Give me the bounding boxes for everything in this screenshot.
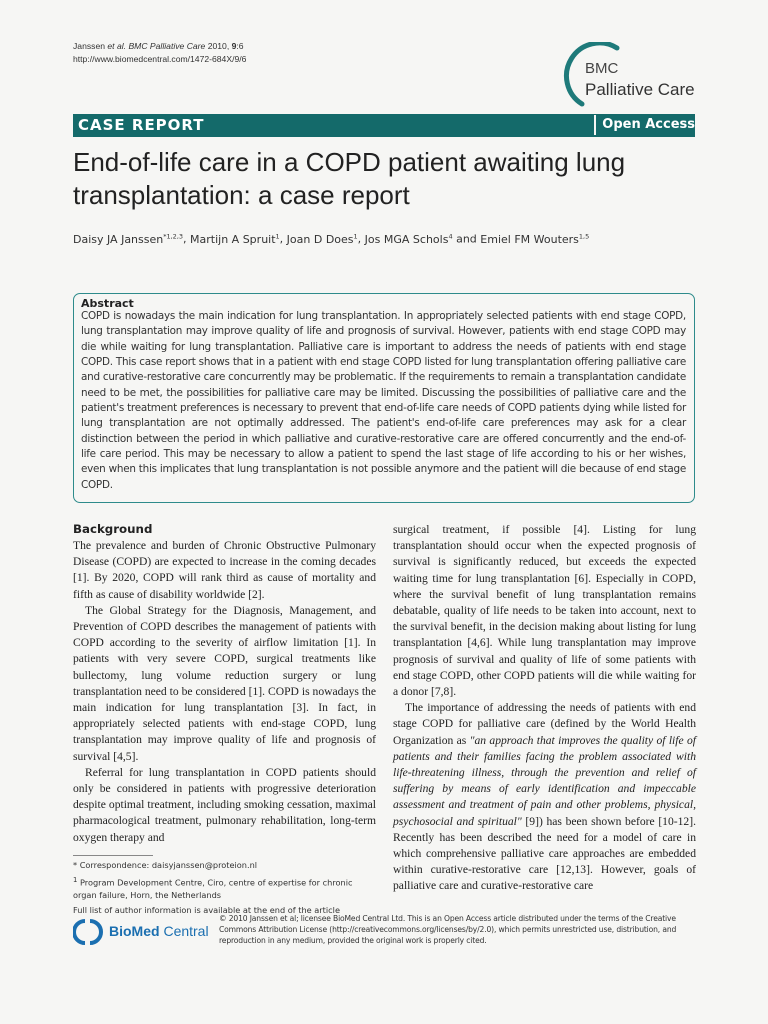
author-info-note: Full list of author information is available at the end of the article — [73, 904, 340, 915]
abstract-text: COPD is nowadays the main indication for lung transplantation. In appropriately selected patients with end stage COPD, lung transplantation may improve quality of life and prognosis of survival. However, patients with end stage COPD may die while waiting for lung transplantation. Palliative care is important to address the needs of patients with end stage COPD. This case report shows that in a patient with end stage COPD listed for lung transplantation offering palliative care and curative-restorative care concurrently may be problematic. If the requirements to remain a transplantation candidate need to be met, the possibilities for palliative care may be limited. Discussing the possibilities of palliative care and the patient's treatment preferences is necessary to prevent that end-of-life care needs of COPD patients dying while listed for lung transplantation are not optimally addressed. The patient's end-of-life care preferences may ask for a clear distinction between the period in which palliative and curative-restorative care are offered concurrently and the end-of-life care period. This may be necessary to allow a patient to spend the last stage of life according to his or her wishes, even when this implicates that lung transplantation is not possible anymore and the patient will die because of end stage COPD. — [81, 310, 686, 491]
header-url[interactable]: http://www.biomedcentral.com/1472-684X/9/6 — [73, 54, 247, 64]
biomed-central-wordmark: BioMed Central — [109, 923, 209, 939]
body-paragraph: surgical treatment, if possible [4]. Listing for lung transplantation should occur when the expected prognosis of survival is significantly reduced, but exceeds the expected waiting time for lung transplantation [6]. Especially in COPD, where the survival benefit of lung transplantation remains debatable, quality of life needs to be taken into account, next to the survival benefit, in the decision making about listing for lung transplantation [4,6]. While lung transplantation may improve prognosis of survival and quality of life of some patients with end stage COPD, other COPD patients will die while waiting for a donor [7,8]. — [393, 523, 696, 699]
biomed-central-logo-icon — [73, 918, 103, 946]
body-right-column — [393, 522, 696, 895]
footnote-divider — [73, 855, 153, 856]
license-text: © 2010 Janssen et al; licensee BioMed Central Ltd. This is an Open Access article distributed under the terms of the Creative Commons Attribution License (http://creativecommons.org/licenses/by/2.0), which permits unrestricted use, distribution, and reproduction in any medium, provided the original work is properly cited. — [219, 914, 677, 945]
who-intro: The importance of addressing the needs of patients with end stage COPD for palliative care (defined by the World Health Organization as — [393, 701, 696, 747]
footnotes — [73, 859, 373, 919]
cite-etal: et al. — [107, 41, 127, 51]
cite-article: :6 — [236, 41, 244, 51]
article-title: End-of-life care in a COPD patient awaiting lung transplantation: a case report — [73, 147, 626, 210]
cite-year: 2010, — [207, 41, 230, 51]
logo-bmc-text: BMC — [585, 60, 619, 77]
biomed-central-logo — [73, 918, 223, 948]
author-1: Daisy JA Janssen$^{*1,2,3}$ — [73, 232, 184, 246]
background-heading: Background — [73, 522, 153, 536]
body-paragraph: Referral for lung transplantation in COPD patients should only be considered in patients with progressive deterioration despite optimal treatment, including smoking cessation, maximal pharmacological treatment, pulmonary rehabilitation, long-term oxygen therapy and — [73, 765, 376, 844]
body-paragraph: The prevalence and burden of Chronic Obstructive Pulmonary Disease (COPD) are expected to increase in the coming decades [1]. By 2020, COPD will rank third as cause of mortality and fifth as cause of disability worldwide [2]. — [73, 539, 376, 601]
correspondence-note: * Correspondence: daisyjanssen@proteion.nl — [73, 860, 258, 870]
cite-volume: 9 — [231, 41, 237, 51]
body-paragraph: The Global Strategy for the Diagnosis, Management, and Prevention of COPD describes the management of patients with COPD according to the severity of airflow limitation [1]. In patients with very severe COPD, surgical treatments like bullectomy, lung volume reduction surgery or lung transplantation need to be considered [1]. COPD is nowadays the main indication for lung transplantation [3]. In fact, in appropriately selected patients with end-stage COPD, lung transplantation may improve quality of life and prognosis of survival [4,5]. — [73, 603, 376, 763]
cite-author: Janssen — [73, 41, 106, 51]
logo-journal-text: Palliative Care — [585, 80, 695, 99]
open-access-label: Open Access — [594, 115, 695, 135]
author-2: Martijn A Spruit$^1$ — [190, 232, 280, 246]
cite-journal: BMC Palliative Care — [128, 41, 206, 51]
body-left-column — [73, 538, 376, 846]
bmc-logo-icon — [545, 42, 705, 112]
author-4: Jos MGA Schols$^4$ — [364, 232, 453, 246]
citation-line — [73, 40, 246, 53]
author-5: Emiel FM Wouters$^{1,5}$ — [480, 232, 590, 246]
affiliation-note: $^1$ Program Development Centre, Ciro, centre of expertise for chronic organ failure, Horn, the Netherlands — [73, 876, 353, 900]
header-citation — [73, 40, 246, 66]
author-list: Daisy JA Janssen$^{*1,2,3}$, Martijn A Spruit$^1$, Joan D Does$^1$, Jos MGA Schols$^4$ and Emiel FM Wouters$^{1,5}$ — [73, 232, 590, 246]
author-3: Joan D Does$^1$ — [286, 232, 358, 246]
who-definition-quote: "an approach that improves the quality of life of patients and their families facing the problem associated with life-threatening illness, through the prevention and relief of suffering by means of early identification and impeccable assessment and treatment of pain and other problems, physical, psychosocial and spiritual" — [393, 733, 696, 828]
abstract-heading: Abstract — [81, 297, 134, 310]
body-paragraph-who — [393, 700, 696, 894]
who-outro: [9]) has been shown before [10-12]. Recently has been described the need for a model of care in which comprehensive palliative care approaches are embedded within curative-restorative care [12,13]. However, goals of palliative care and curative-restorative care — [393, 814, 696, 893]
case-report-label: CASE REPORT — [78, 116, 205, 134]
